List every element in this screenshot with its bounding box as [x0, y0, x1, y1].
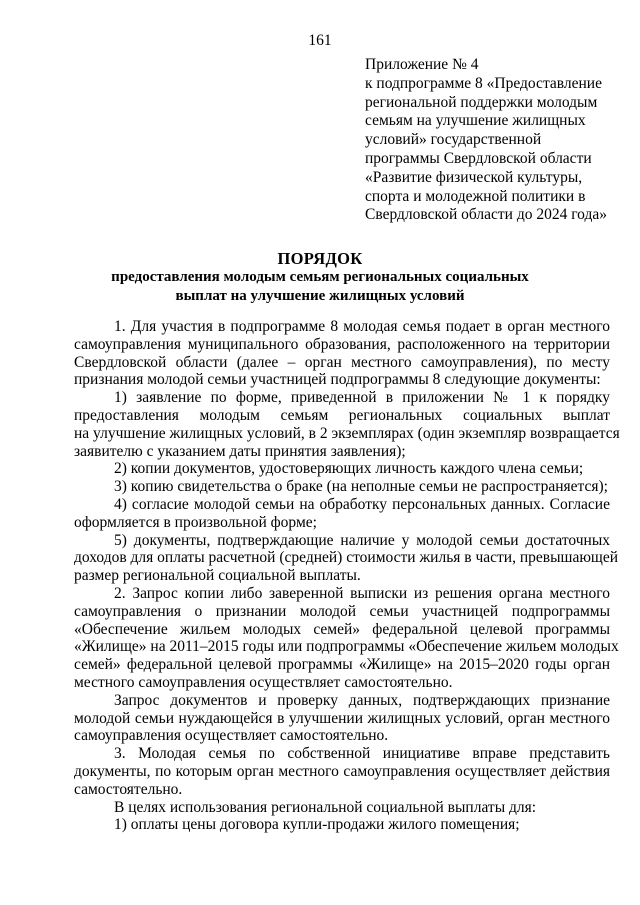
- body-line: признания молодой семьи участницей подпрограммы 8 следующие документы:: [74, 371, 601, 389]
- annex-line: семьям на улучшение жилищных: [365, 112, 586, 130]
- subtitle-line: выплат на улучшение жилищных условий: [175, 287, 465, 304]
- annex-line: спорта и молодежной политики в: [365, 187, 586, 205]
- annex-line: региональной поддержки молодым: [365, 93, 598, 111]
- annex-line: Приложение № 4: [365, 56, 479, 73]
- body-line: местного самоуправления осуществляет самостоятельно.: [74, 673, 453, 691]
- body-line: 3) копию свидетельства о браке (на неполные семьи не распространяется);: [114, 478, 608, 496]
- annex-line: к подпрограмме 8 «Предоставление: [365, 74, 602, 92]
- annex-header: [365, 56, 615, 225]
- body-line: «Обеспечение жильем молодых семей» федеральной целевой программы: [74, 620, 610, 638]
- body-line: оформляется в произвольной форме;: [74, 513, 317, 531]
- body-line: предоставления молодым семьям региональных социальных выплат: [74, 406, 610, 424]
- body-line: В целях использования региональной социальной выплаты для:: [114, 798, 537, 816]
- body-line: 2) копии документов, удостоверяющих личность каждого члена семьи;: [114, 460, 584, 478]
- body-line: 2. Запрос копии либо заверенной выписки из решения органа местного: [114, 584, 610, 602]
- annex-line: условий» государственной: [365, 131, 542, 149]
- body-line: на улучшение жилищных условий, в 2 экземплярах (один экземпляр возвращается: [74, 424, 620, 442]
- body-line: самоуправления о признании молодой семьи участницей подпрограммы: [74, 602, 610, 620]
- body-line: заявителю с указанием даты принятия заявления);: [74, 442, 406, 460]
- body-line: семей» федеральной целевой программы «Жилище» на 2015–2020 годы орган: [74, 656, 610, 674]
- body-line: 1) оплаты цены договора купли-продажи жилого помещения;: [114, 816, 520, 834]
- body-line: 1. Для участия в подпрограмме 8 молодая семья подает в орган местного: [114, 318, 610, 335]
- body-line: 4) согласие молодой семьи на обработку персональных данных. Согласие: [114, 495, 610, 513]
- body-line: 5) документы, подтверждающие наличие у молодой семьи достаточных: [114, 531, 610, 549]
- annex-line: «Развитие физической культуры,: [365, 168, 583, 186]
- body-line: «Жилище» на 2011–2015 годы или подпрограммы «Обеспечение жильем молодых: [74, 638, 619, 656]
- body-line: размер региональной социальной выплаты.: [74, 567, 361, 585]
- body-line: самоуправления осуществляет самостоятельно.: [74, 727, 389, 745]
- body-line: Запрос документов и проверку данных, подтверждающих признание: [114, 691, 610, 709]
- body-line: 3. Молодая семья по собственной инициативе вправе представить: [114, 745, 610, 763]
- body-line: самоуправления муниципального образования, расположенного на территории: [74, 335, 610, 353]
- document-title: ПОРЯДОК: [277, 249, 363, 268]
- page-number: 161: [308, 32, 332, 49]
- body-line: молодой семьи нуждающейся в улучшении жилищных условий, орган местного: [74, 709, 610, 727]
- annex-line: программы Свердловской области: [365, 149, 592, 167]
- body-line: 1) заявление по форме, приведенной в приложении № 1 к порядку: [114, 389, 610, 407]
- body-line: доходов для оплаты расчетной (средней) стоимости жилья в части, превышающей: [74, 549, 619, 567]
- annex-line: Свердловской области до 2024 года»: [365, 206, 607, 224]
- document-body: [74, 318, 620, 834]
- body-line: документы, по которым орган местного самоуправления осуществляет действия: [74, 762, 610, 780]
- body-line: Свердловской области (далее – орган местного самоуправления), по месту: [74, 353, 610, 371]
- subtitle-line: предоставления молодым семьям региональных социальных: [111, 269, 529, 285]
- document-subtitle: [0, 268, 640, 305]
- body-line: самостоятельно.: [74, 780, 183, 798]
